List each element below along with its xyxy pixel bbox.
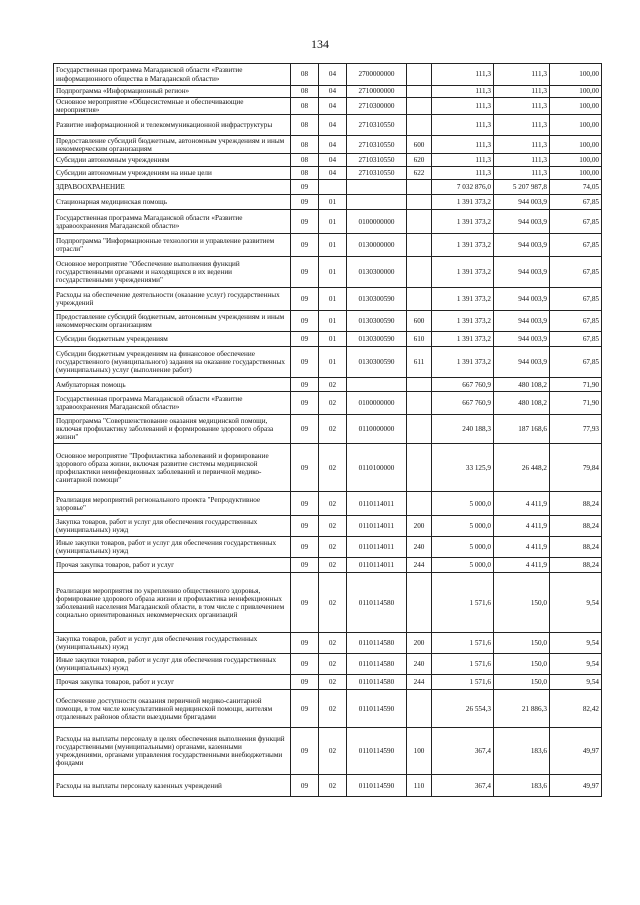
cell-section: 09 bbox=[291, 378, 319, 392]
cell-subsection: 04 bbox=[319, 136, 347, 154]
cell-executed: 944 003,9 bbox=[494, 311, 550, 332]
cell-target-article: 0110114580 bbox=[347, 675, 407, 690]
cell-percent: 9,54 bbox=[550, 675, 602, 690]
cell-expense-type: 611 bbox=[407, 347, 432, 378]
cell-target-article: 0110114580 bbox=[347, 633, 407, 654]
cell-expense-type: 100 bbox=[407, 728, 432, 775]
cell-section: 09 bbox=[291, 444, 319, 492]
cell-executed: 111,3 bbox=[494, 136, 550, 154]
cell-name: Прочая закупка товаров, работ и услуг bbox=[54, 675, 291, 690]
cell-target-article: 2710310550 bbox=[347, 167, 407, 180]
cell-target-article: 0110114011 bbox=[347, 492, 407, 516]
cell-name: Субсидии бюджетным учреждениям bbox=[54, 332, 291, 347]
cell-percent: 77,93 bbox=[550, 415, 602, 444]
cell-executed: 944 003,9 bbox=[494, 234, 550, 257]
cell-expense-type: 240 bbox=[407, 654, 432, 675]
cell-executed: 5 207 987,8 bbox=[494, 180, 550, 195]
cell-subsection: 01 bbox=[319, 257, 347, 288]
cell-subsection: 02 bbox=[319, 633, 347, 654]
cell-executed: 480 108,2 bbox=[494, 378, 550, 392]
cell-expense-type: 600 bbox=[407, 311, 432, 332]
cell-name: Подпрограмма "Информационные технологии и управление развитием отрасли" bbox=[54, 234, 291, 257]
cell-target-article: 2710310550 bbox=[347, 154, 407, 167]
cell-plan: 367,4 bbox=[432, 728, 494, 775]
cell-subsection: 02 bbox=[319, 690, 347, 728]
cell-plan: 5 000,0 bbox=[432, 537, 494, 558]
table-row bbox=[54, 195, 602, 210]
cell-name: Государственная программа Магаданской области «Развитие информационного общества в Магаданской области» bbox=[54, 64, 291, 86]
cell-expense-type bbox=[407, 180, 432, 195]
cell-subsection: 04 bbox=[319, 86, 347, 98]
table-row bbox=[54, 675, 602, 690]
cell-section: 09 bbox=[291, 347, 319, 378]
cell-section: 08 bbox=[291, 167, 319, 180]
cell-subsection: 02 bbox=[319, 775, 347, 797]
cell-percent: 67,85 bbox=[550, 332, 602, 347]
cell-subsection: 02 bbox=[319, 654, 347, 675]
cell-subsection: 02 bbox=[319, 675, 347, 690]
cell-target-article: 0110114011 bbox=[347, 558, 407, 573]
cell-target-article: 0110114590 bbox=[347, 775, 407, 797]
cell-executed: 183,6 bbox=[494, 775, 550, 797]
cell-name: Закупка товаров, работ и услуг для обеспечения государственных (муниципальных) нужд bbox=[54, 633, 291, 654]
cell-plan: 1 391 373,2 bbox=[432, 195, 494, 210]
cell-percent: 67,85 bbox=[550, 195, 602, 210]
table-row bbox=[54, 573, 602, 633]
cell-executed: 183,6 bbox=[494, 728, 550, 775]
cell-percent: 9,54 bbox=[550, 573, 602, 633]
cell-expense-type: 244 bbox=[407, 558, 432, 573]
cell-target-article: 2710310550 bbox=[347, 136, 407, 154]
cell-name: Реализация мероприятий регионального проекта "Репродуктивное здоровье" bbox=[54, 492, 291, 516]
cell-name: Подпрограмма «Информационный регион» bbox=[54, 86, 291, 98]
cell-executed: 111,3 bbox=[494, 98, 550, 115]
cell-name: Стационарная медицинская помощь bbox=[54, 195, 291, 210]
cell-percent: 9,54 bbox=[550, 633, 602, 654]
cell-section: 09 bbox=[291, 516, 319, 537]
cell-executed: 944 003,9 bbox=[494, 257, 550, 288]
cell-subsection: 02 bbox=[319, 573, 347, 633]
table-row bbox=[54, 347, 602, 378]
cell-executed: 111,3 bbox=[494, 154, 550, 167]
table-row bbox=[54, 167, 602, 180]
cell-executed: 150,0 bbox=[494, 573, 550, 633]
cell-percent: 49,97 bbox=[550, 728, 602, 775]
cell-target-article bbox=[347, 195, 407, 210]
cell-section: 09 bbox=[291, 288, 319, 311]
table-row bbox=[54, 633, 602, 654]
cell-subsection: 01 bbox=[319, 347, 347, 378]
cell-plan: 667 760,9 bbox=[432, 378, 494, 392]
cell-percent: 100,00 bbox=[550, 136, 602, 154]
cell-section: 09 bbox=[291, 537, 319, 558]
cell-percent: 67,85 bbox=[550, 311, 602, 332]
cell-subsection: 01 bbox=[319, 210, 347, 234]
cell-target-article: 2700000000 bbox=[347, 64, 407, 86]
cell-expense-type bbox=[407, 257, 432, 288]
cell-plan: 5 000,0 bbox=[432, 492, 494, 516]
cell-executed: 4 411,9 bbox=[494, 537, 550, 558]
cell-target-article: 0130300590 bbox=[347, 347, 407, 378]
cell-plan: 367,4 bbox=[432, 775, 494, 797]
cell-expense-type bbox=[407, 86, 432, 98]
cell-percent: 71,90 bbox=[550, 392, 602, 415]
cell-executed: 944 003,9 bbox=[494, 288, 550, 311]
cell-executed: 111,3 bbox=[494, 167, 550, 180]
cell-percent: 67,85 bbox=[550, 210, 602, 234]
table-row bbox=[54, 775, 602, 797]
cell-subsection: 01 bbox=[319, 234, 347, 257]
cell-target-article bbox=[347, 378, 407, 392]
cell-subsection: 04 bbox=[319, 98, 347, 115]
cell-percent: 74,05 bbox=[550, 180, 602, 195]
cell-expense-type: 610 bbox=[407, 332, 432, 347]
cell-plan: 240 188,3 bbox=[432, 415, 494, 444]
cell-target-article: 0130000000 bbox=[347, 234, 407, 257]
cell-target-article bbox=[347, 180, 407, 195]
cell-name: Субсидии автономным учреждениям на иные цели bbox=[54, 167, 291, 180]
table-row bbox=[54, 332, 602, 347]
table-row bbox=[54, 537, 602, 558]
cell-name: ЗДРАВООХРАНЕНИЕ bbox=[54, 180, 291, 195]
cell-plan: 111,3 bbox=[432, 154, 494, 167]
cell-expense-type bbox=[407, 444, 432, 492]
cell-target-article: 0110114011 bbox=[347, 537, 407, 558]
cell-percent: 100,00 bbox=[550, 167, 602, 180]
table-row bbox=[54, 98, 602, 115]
cell-subsection: 02 bbox=[319, 392, 347, 415]
cell-plan: 1 391 373,2 bbox=[432, 311, 494, 332]
cell-expense-type: 110 bbox=[407, 775, 432, 797]
cell-plan: 111,3 bbox=[432, 167, 494, 180]
cell-executed: 944 003,9 bbox=[494, 332, 550, 347]
cell-target-article: 0100000000 bbox=[347, 210, 407, 234]
table-row bbox=[54, 690, 602, 728]
cell-expense-type bbox=[407, 98, 432, 115]
cell-percent: 100,00 bbox=[550, 64, 602, 86]
cell-name: Прочая закупка товаров, работ и услуг bbox=[54, 558, 291, 573]
cell-name: Основное мероприятие "Профилактика заболеваний и формирование здорового образа жизни, включая развитие системы медицинской профилактики неинфекционных заболеваний и первичной медико-санитарной помощи" bbox=[54, 444, 291, 492]
cell-target-article: 2710000000 bbox=[347, 86, 407, 98]
cell-plan: 5 000,0 bbox=[432, 558, 494, 573]
cell-target-article: 0100000000 bbox=[347, 392, 407, 415]
cell-plan: 111,3 bbox=[432, 136, 494, 154]
cell-section: 08 bbox=[291, 98, 319, 115]
cell-target-article: 0110000000 bbox=[347, 415, 407, 444]
cell-percent: 67,85 bbox=[550, 257, 602, 288]
cell-section: 08 bbox=[291, 136, 319, 154]
cell-section: 09 bbox=[291, 492, 319, 516]
cell-percent: 9,54 bbox=[550, 654, 602, 675]
cell-subsection: 04 bbox=[319, 154, 347, 167]
cell-expense-type bbox=[407, 210, 432, 234]
cell-name: Обеспечение доступности оказания первичной медико-санитарной помощи, в том числе консультативной медицинской помощи, жителям отдаленных районов области выездными бригадами bbox=[54, 690, 291, 728]
cell-subsection: 02 bbox=[319, 537, 347, 558]
cell-executed: 187 168,6 bbox=[494, 415, 550, 444]
cell-executed: 944 003,9 bbox=[494, 347, 550, 378]
cell-name: Основное мероприятие "Обеспечение выполнения функций государственными органами и находящихся в их ведении государственными учреждениями" bbox=[54, 257, 291, 288]
table-row bbox=[54, 728, 602, 775]
cell-expense-type: 200 bbox=[407, 516, 432, 537]
table-row bbox=[54, 558, 602, 573]
table-row bbox=[54, 234, 602, 257]
cell-expense-type bbox=[407, 64, 432, 86]
cell-percent: 88,24 bbox=[550, 516, 602, 537]
cell-expense-type: 600 bbox=[407, 136, 432, 154]
cell-percent: 79,84 bbox=[550, 444, 602, 492]
cell-section: 09 bbox=[291, 234, 319, 257]
cell-subsection: 02 bbox=[319, 378, 347, 392]
cell-executed: 26 448,2 bbox=[494, 444, 550, 492]
cell-target-article: 0110114580 bbox=[347, 654, 407, 675]
cell-section: 09 bbox=[291, 728, 319, 775]
table-row bbox=[54, 492, 602, 516]
cell-executed: 4 411,9 bbox=[494, 516, 550, 537]
cell-expense-type bbox=[407, 288, 432, 311]
cell-target-article: 0130300000 bbox=[347, 257, 407, 288]
cell-executed: 111,3 bbox=[494, 115, 550, 136]
cell-section: 09 bbox=[291, 775, 319, 797]
cell-plan: 1 571,6 bbox=[432, 633, 494, 654]
cell-section: 09 bbox=[291, 633, 319, 654]
cell-plan: 1 391 373,2 bbox=[432, 257, 494, 288]
cell-expense-type bbox=[407, 195, 432, 210]
cell-name: Иные закупки товаров, работ и услуг для обеспечения государственных (муниципальных) нужд bbox=[54, 654, 291, 675]
page-number: 134 bbox=[311, 37, 329, 51]
table-row bbox=[54, 516, 602, 537]
cell-name: Предоставление субсидий бюджетным, автономным учреждениям и иным некоммерческим организациям bbox=[54, 136, 291, 154]
cell-plan: 7 032 876,0 bbox=[432, 180, 494, 195]
table-row bbox=[54, 654, 602, 675]
table-row bbox=[54, 444, 602, 492]
table-row bbox=[54, 378, 602, 392]
cell-target-article: 0110114590 bbox=[347, 728, 407, 775]
table-row bbox=[54, 115, 602, 136]
cell-plan: 111,3 bbox=[432, 86, 494, 98]
cell-subsection: 02 bbox=[319, 444, 347, 492]
cell-subsection: 04 bbox=[319, 64, 347, 86]
cell-name: Основное мероприятие «Общесистемные и обеспечивающие мероприятия» bbox=[54, 98, 291, 115]
table-row bbox=[54, 415, 602, 444]
cell-name: Иные закупки товаров, работ и услуг для обеспечения государственных (муниципальных) нужд bbox=[54, 537, 291, 558]
cell-target-article: 0110100000 bbox=[347, 444, 407, 492]
cell-percent: 67,85 bbox=[550, 234, 602, 257]
cell-section: 09 bbox=[291, 332, 319, 347]
cell-name: Расходы на выплаты персоналу казенных учреждений bbox=[54, 775, 291, 797]
cell-section: 09 bbox=[291, 654, 319, 675]
cell-executed: 944 003,9 bbox=[494, 210, 550, 234]
cell-plan: 33 125,9 bbox=[432, 444, 494, 492]
table-row bbox=[54, 180, 602, 195]
cell-percent: 71,90 bbox=[550, 378, 602, 392]
cell-target-article: 0130300590 bbox=[347, 332, 407, 347]
cell-section: 09 bbox=[291, 257, 319, 288]
cell-subsection: 02 bbox=[319, 558, 347, 573]
cell-plan: 111,3 bbox=[432, 98, 494, 115]
cell-section: 09 bbox=[291, 558, 319, 573]
cell-subsection: 04 bbox=[319, 115, 347, 136]
cell-section: 09 bbox=[291, 180, 319, 195]
table-row bbox=[54, 288, 602, 311]
cell-name: Расходы на выплаты персоналу в целях обеспечения выполнения функций государственными (муниципальными) органами, казенными учреждениями, органами управления государственными внебюджетными фондами bbox=[54, 728, 291, 775]
cell-target-article: 2710300000 bbox=[347, 98, 407, 115]
cell-name: Государственная программа Магаданской области «Развитие здравоохранения Магаданской области» bbox=[54, 210, 291, 234]
cell-plan: 1 571,6 bbox=[432, 675, 494, 690]
cell-name: Расходы на обеспечение деятельности (оказание услуг) государственных учреждений bbox=[54, 288, 291, 311]
cell-executed: 944 003,9 bbox=[494, 195, 550, 210]
budget-table bbox=[53, 63, 602, 797]
cell-percent: 100,00 bbox=[550, 115, 602, 136]
cell-percent: 49,97 bbox=[550, 775, 602, 797]
cell-target-article: 0130300590 bbox=[347, 288, 407, 311]
cell-subsection: 04 bbox=[319, 167, 347, 180]
cell-expense-type: 244 bbox=[407, 675, 432, 690]
table-row bbox=[54, 311, 602, 332]
cell-section: 09 bbox=[291, 210, 319, 234]
cell-executed: 150,0 bbox=[494, 675, 550, 690]
cell-plan: 5 000,0 bbox=[432, 516, 494, 537]
cell-expense-type: 200 bbox=[407, 633, 432, 654]
cell-subsection: 01 bbox=[319, 195, 347, 210]
cell-expense-type bbox=[407, 492, 432, 516]
cell-section: 09 bbox=[291, 415, 319, 444]
cell-percent: 82,42 bbox=[550, 690, 602, 728]
cell-plan: 1 391 373,2 bbox=[432, 347, 494, 378]
cell-percent: 100,00 bbox=[550, 98, 602, 115]
cell-name: Предоставление субсидий бюджетным, автономным учреждениям и иным некоммерческим организациям bbox=[54, 311, 291, 332]
cell-executed: 4 411,9 bbox=[494, 558, 550, 573]
cell-plan: 1 391 373,2 bbox=[432, 210, 494, 234]
cell-executed: 480 108,2 bbox=[494, 392, 550, 415]
cell-target-article: 0110114590 bbox=[347, 690, 407, 728]
cell-expense-type bbox=[407, 234, 432, 257]
cell-expense-type bbox=[407, 115, 432, 136]
cell-section: 08 bbox=[291, 64, 319, 86]
table-row bbox=[54, 154, 602, 167]
table-row bbox=[54, 392, 602, 415]
cell-executed: 150,0 bbox=[494, 633, 550, 654]
cell-section: 08 bbox=[291, 115, 319, 136]
cell-percent: 100,00 bbox=[550, 86, 602, 98]
cell-expense-type bbox=[407, 415, 432, 444]
cell-target-article: 0130300590 bbox=[347, 311, 407, 332]
cell-section: 08 bbox=[291, 86, 319, 98]
cell-percent: 88,24 bbox=[550, 537, 602, 558]
cell-expense-type bbox=[407, 378, 432, 392]
cell-section: 09 bbox=[291, 573, 319, 633]
cell-subsection: 02 bbox=[319, 516, 347, 537]
table-row bbox=[54, 210, 602, 234]
cell-name: Амбулаторная помощь bbox=[54, 378, 291, 392]
cell-plan: 1 391 373,2 bbox=[432, 234, 494, 257]
cell-executed: 21 886,3 bbox=[494, 690, 550, 728]
cell-section: 08 bbox=[291, 154, 319, 167]
table-row bbox=[54, 136, 602, 154]
cell-name: Субсидии автономным учреждениям bbox=[54, 154, 291, 167]
cell-name: Государственная программа Магаданской области «Развитие здравоохранения Магаданской области» bbox=[54, 392, 291, 415]
cell-percent: 88,24 bbox=[550, 558, 602, 573]
cell-subsection: 01 bbox=[319, 288, 347, 311]
cell-percent: 67,85 bbox=[550, 347, 602, 378]
cell-plan: 1 391 373,2 bbox=[432, 288, 494, 311]
cell-section: 09 bbox=[291, 690, 319, 728]
cell-plan: 1 571,6 bbox=[432, 573, 494, 633]
cell-percent: 88,24 bbox=[550, 492, 602, 516]
cell-subsection: 02 bbox=[319, 492, 347, 516]
cell-expense-type bbox=[407, 573, 432, 633]
table-row bbox=[54, 86, 602, 98]
cell-percent: 100,00 bbox=[550, 154, 602, 167]
cell-executed: 4 411,9 bbox=[494, 492, 550, 516]
cell-percent: 67,85 bbox=[550, 288, 602, 311]
cell-subsection: 02 bbox=[319, 728, 347, 775]
cell-plan: 26 554,3 bbox=[432, 690, 494, 728]
cell-target-article: 0110114011 bbox=[347, 516, 407, 537]
cell-section: 09 bbox=[291, 311, 319, 332]
cell-section: 09 bbox=[291, 675, 319, 690]
cell-expense-type bbox=[407, 392, 432, 415]
cell-executed: 111,3 bbox=[494, 86, 550, 98]
cell-name: Подпрограмма "Совершенствование оказания медицинской помощи, включая профилактику заболеваний и формирование здорового образа жизни" bbox=[54, 415, 291, 444]
cell-expense-type: 622 bbox=[407, 167, 432, 180]
cell-name: Развитие информационной и телекоммуникационной инфраструктуры bbox=[54, 115, 291, 136]
cell-name: Субсидии бюджетным учреждениям на финансовое обеспечение государственного (муниципального) задания на оказание государственных (муниципальных) услуг (выполнение работ) bbox=[54, 347, 291, 378]
cell-section: 09 bbox=[291, 195, 319, 210]
cell-expense-type bbox=[407, 690, 432, 728]
cell-executed: 111,3 bbox=[494, 64, 550, 86]
cell-expense-type: 620 bbox=[407, 154, 432, 167]
table-row bbox=[54, 64, 602, 86]
cell-plan: 1 571,6 bbox=[432, 654, 494, 675]
cell-subsection bbox=[319, 180, 347, 195]
cell-target-article: 2710310550 bbox=[347, 115, 407, 136]
budget-table-body bbox=[54, 64, 602, 797]
cell-plan: 667 760,9 bbox=[432, 392, 494, 415]
cell-plan: 1 391 373,2 bbox=[432, 332, 494, 347]
cell-expense-type: 240 bbox=[407, 537, 432, 558]
cell-executed: 150,0 bbox=[494, 654, 550, 675]
cell-name: Закупка товаров, работ и услуг для обеспечения государственных (муниципальных) нужд bbox=[54, 516, 291, 537]
cell-name: Реализация мероприятия по укреплению общественного здоровья, формирование здорового образа жизни и профилактика неинфекционных заболеваний населения Магаданской области, в том числе с привлечением социально ориентированных некоммерческих организаций bbox=[54, 573, 291, 633]
cell-plan: 111,3 bbox=[432, 115, 494, 136]
cell-plan: 111,3 bbox=[432, 64, 494, 86]
table-row bbox=[54, 257, 602, 288]
cell-subsection: 01 bbox=[319, 311, 347, 332]
cell-target-article: 0110114580 bbox=[347, 573, 407, 633]
cell-subsection: 02 bbox=[319, 415, 347, 444]
cell-subsection: 01 bbox=[319, 332, 347, 347]
cell-section: 09 bbox=[291, 392, 319, 415]
